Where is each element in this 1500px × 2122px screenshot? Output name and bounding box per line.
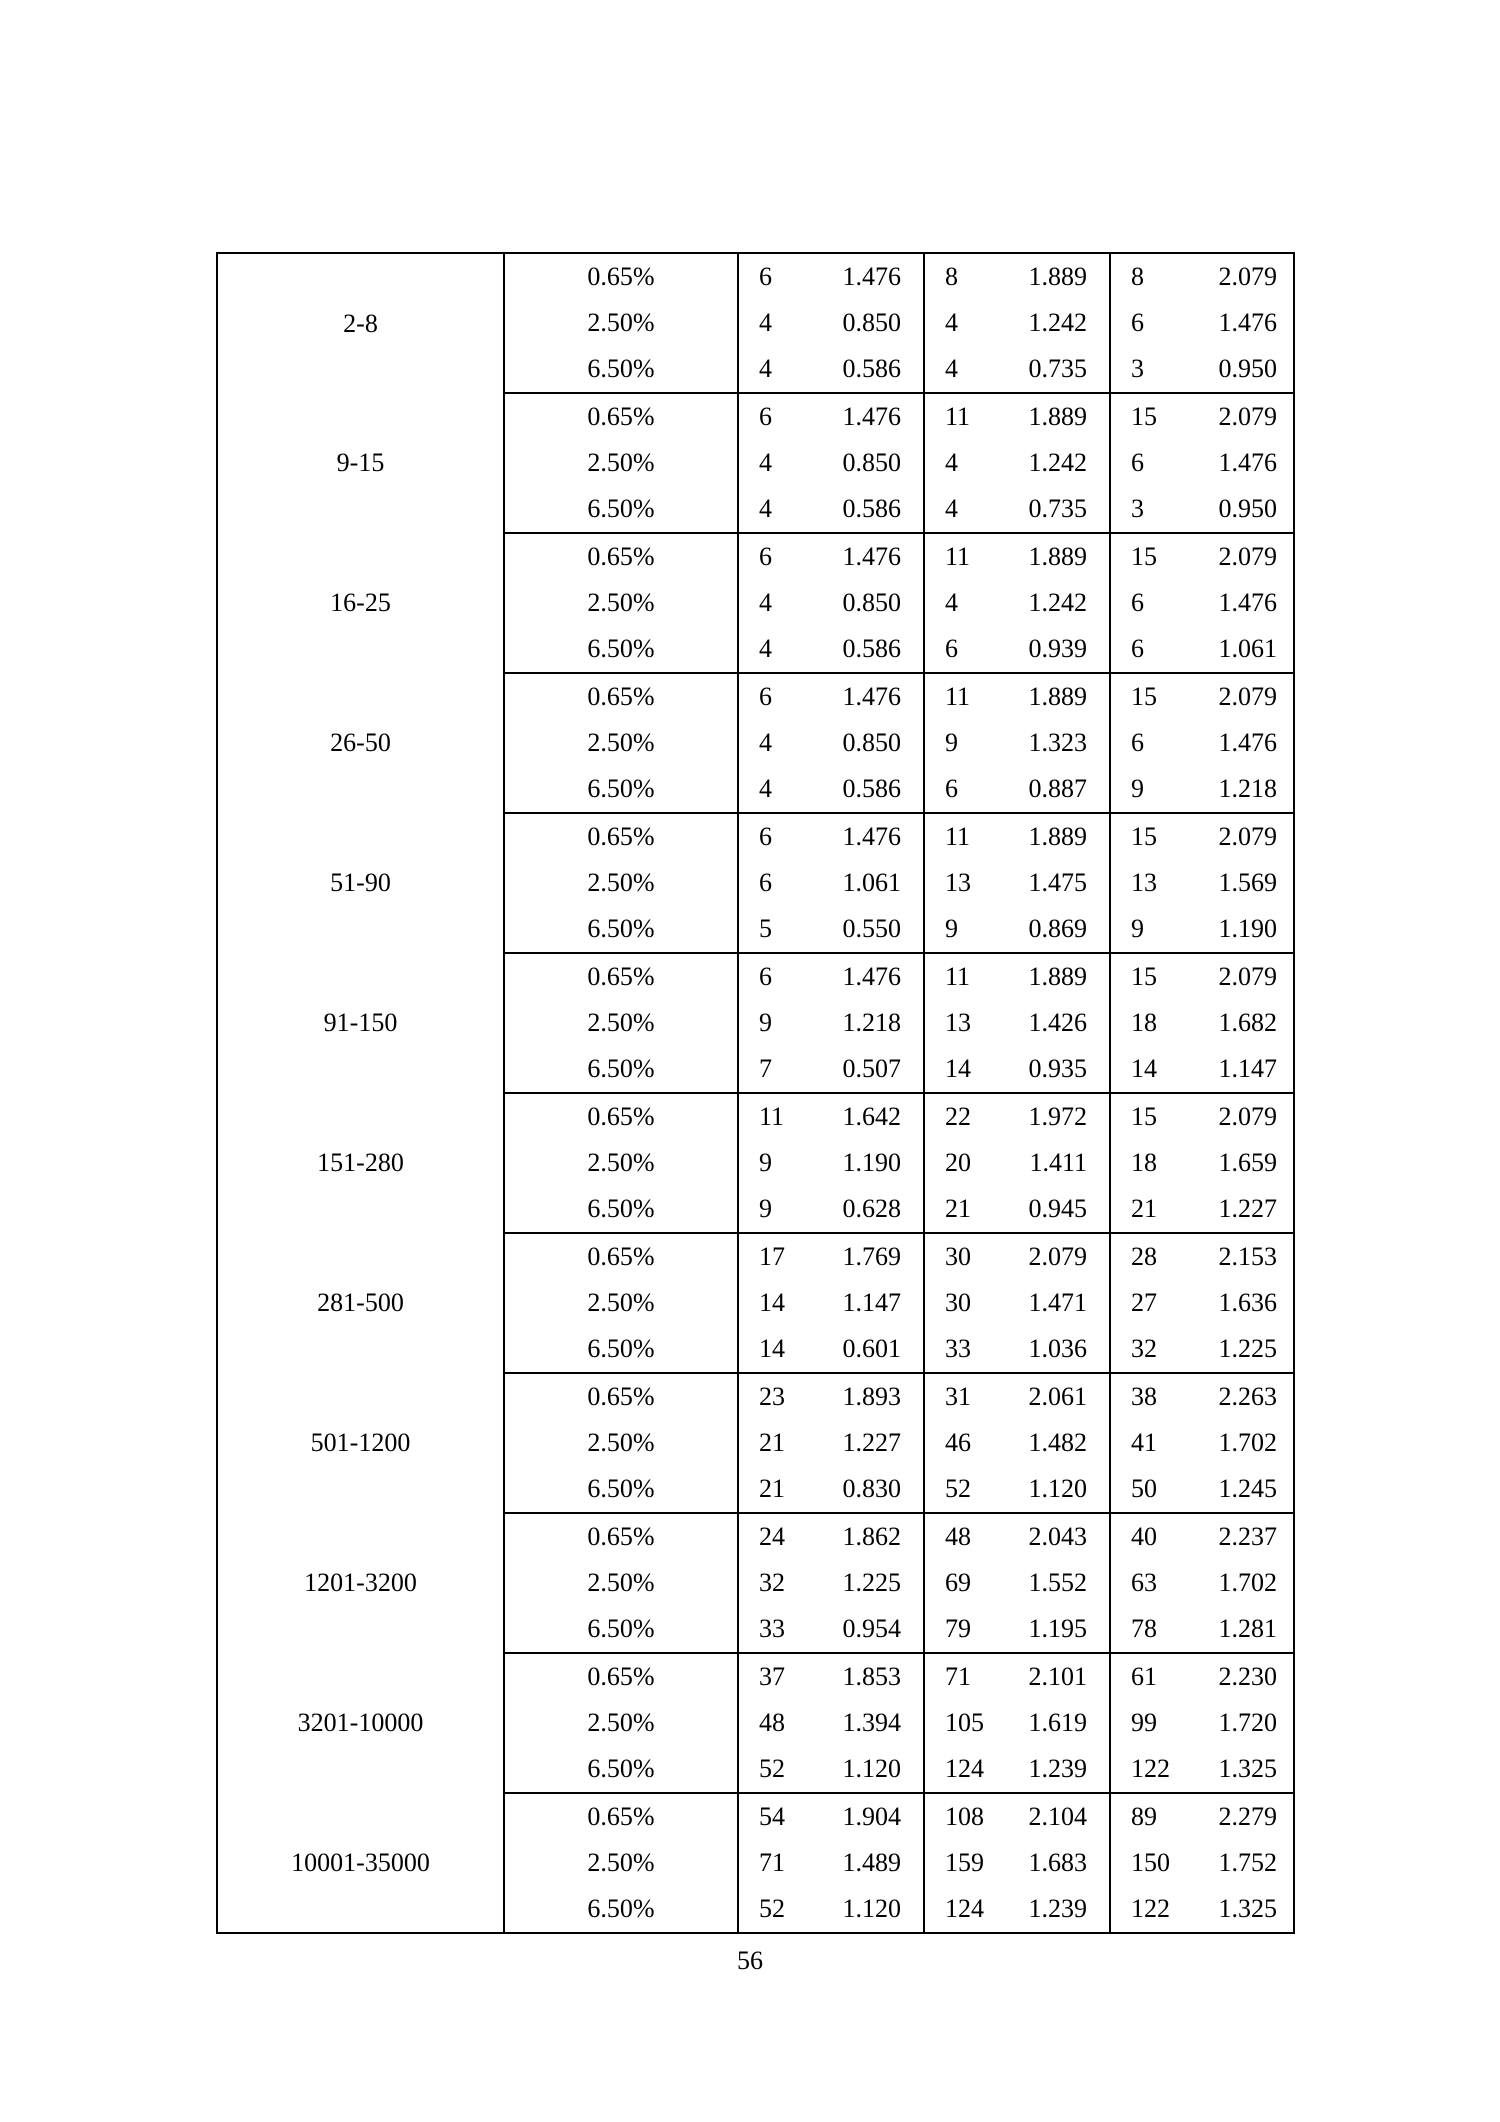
sample-size-b: 31 bbox=[945, 1382, 971, 1411]
aql-value: 2.50% bbox=[504, 300, 738, 346]
sample-size-a: 4 bbox=[738, 626, 800, 673]
lot-size-range: 501-1200 bbox=[217, 1373, 504, 1513]
k-value-c: 1.281 bbox=[1172, 1606, 1294, 1653]
k-value-b: 1.972 bbox=[986, 1093, 1110, 1140]
k-value-c: 2.079 bbox=[1218, 402, 1277, 431]
sample-size-b: 4 bbox=[945, 308, 958, 337]
sample-size-a: 11 bbox=[759, 1102, 785, 1131]
sample-size-c: 6 bbox=[1110, 626, 1172, 673]
k-value-c: 1.325 bbox=[1172, 1746, 1294, 1793]
sample-size-b: 11 bbox=[945, 962, 971, 991]
k-value-a: 0.586 bbox=[800, 486, 924, 533]
sample-size-b: 11 bbox=[945, 402, 971, 431]
k-value-a: 0.954 bbox=[800, 1606, 924, 1653]
sample-size-a: 48 bbox=[759, 1708, 785, 1737]
sample-size-c: 15 bbox=[1131, 962, 1157, 991]
sample-size-c: 40 bbox=[1131, 1522, 1157, 1551]
k-value-a: 0.628 bbox=[800, 1186, 924, 1233]
table-row bbox=[217, 813, 1294, 860]
k-value-a: 1.218 bbox=[800, 1000, 924, 1046]
sample-size-a: 6 bbox=[759, 262, 772, 291]
sample-size-a: 52 bbox=[738, 1886, 800, 1933]
k-value-c: 2.079 bbox=[1218, 1102, 1277, 1131]
k-value-a: 1.893 bbox=[800, 1373, 924, 1420]
k-value-c: 1.225 bbox=[1172, 1326, 1294, 1373]
aql-value: 2.50% bbox=[504, 860, 738, 906]
sample-size-b: 4 bbox=[945, 448, 958, 477]
aql-value: 0.65% bbox=[504, 1793, 738, 1840]
k-value-b: 1.889 bbox=[986, 393, 1110, 440]
k-value-b: 0.939 bbox=[986, 626, 1110, 673]
k-value-b: 2.079 bbox=[986, 1233, 1110, 1280]
sample-size-a: 37 bbox=[759, 1662, 785, 1691]
sample-size-a: 14 bbox=[738, 1326, 800, 1373]
aql-value: 6.50% bbox=[504, 1466, 738, 1513]
sample-size-c: 27 bbox=[1131, 1288, 1157, 1317]
lot-size-range: 10001-35000 bbox=[217, 1793, 504, 1933]
table-row bbox=[217, 393, 1294, 440]
sample-size-a: 17 bbox=[759, 1242, 785, 1271]
sample-size-b: 13 bbox=[945, 1008, 971, 1037]
table-row bbox=[217, 1513, 1294, 1560]
k-value-a: 1.061 bbox=[800, 860, 924, 906]
sample-size-c: 6 bbox=[1131, 588, 1144, 617]
sample-size-a: 52 bbox=[738, 1746, 800, 1793]
sample-size-b: 105 bbox=[945, 1708, 984, 1737]
k-value-a: 0.586 bbox=[800, 626, 924, 673]
k-value-c: 1.702 bbox=[1218, 1568, 1277, 1597]
k-value-b: 1.889 bbox=[986, 673, 1110, 720]
k-value-b: 0.735 bbox=[986, 346, 1110, 393]
sample-size-c: 32 bbox=[1110, 1326, 1172, 1373]
sample-size-b: 8 bbox=[945, 262, 958, 291]
sample-size-c: 61 bbox=[1131, 1662, 1157, 1691]
k-value-c: 1.190 bbox=[1172, 906, 1294, 953]
k-value-a: 1.476 bbox=[800, 813, 924, 860]
sample-size-c: 13 bbox=[1131, 868, 1157, 897]
lot-size-range: 91-150 bbox=[217, 953, 504, 1093]
k-value-a: 1.476 bbox=[800, 253, 924, 300]
sample-size-c: 6 bbox=[1131, 448, 1144, 477]
aql-value: 2.50% bbox=[504, 1700, 738, 1746]
k-value-c: 1.720 bbox=[1218, 1708, 1277, 1737]
sample-size-a: 4 bbox=[738, 766, 800, 813]
sample-size-b: 20 bbox=[945, 1148, 971, 1177]
k-value-c: 1.636 bbox=[1218, 1288, 1277, 1317]
aql-value: 2.50% bbox=[504, 440, 738, 486]
k-value-c: 2.079 bbox=[1218, 822, 1277, 851]
k-value-a: 1.476 bbox=[800, 673, 924, 720]
k-value-c: 2.263 bbox=[1218, 1382, 1277, 1411]
aql-value: 6.50% bbox=[504, 1326, 738, 1373]
sample-size-b: 4 bbox=[945, 588, 958, 617]
aql-value: 2.50% bbox=[504, 580, 738, 626]
page-number: 56 bbox=[737, 1946, 763, 1975]
sampling-plan-table bbox=[216, 252, 1295, 1934]
k-value-a: 0.850 bbox=[800, 720, 924, 766]
table-row bbox=[217, 673, 1294, 720]
k-value-b: 1.242 bbox=[986, 300, 1110, 346]
k-value-c: 2.230 bbox=[1218, 1662, 1277, 1691]
k-value-a: 1.476 bbox=[800, 953, 924, 1000]
sample-size-b: 21 bbox=[924, 1186, 986, 1233]
sample-size-a: 4 bbox=[759, 448, 772, 477]
sample-size-b: 108 bbox=[945, 1802, 984, 1831]
aql-value: 2.50% bbox=[504, 1140, 738, 1186]
k-value-c: 1.476 bbox=[1218, 448, 1277, 477]
sample-size-b: 14 bbox=[924, 1046, 986, 1093]
sample-size-c: 89 bbox=[1131, 1802, 1157, 1831]
lot-size-range: 16-25 bbox=[217, 533, 504, 673]
lot-size-range: 151-280 bbox=[217, 1093, 504, 1233]
sample-size-a: 71 bbox=[759, 1848, 785, 1877]
sample-size-b: 52 bbox=[924, 1466, 986, 1513]
k-value-a: 1.476 bbox=[800, 533, 924, 580]
sample-size-a: 4 bbox=[759, 728, 772, 757]
sample-size-a: 9 bbox=[738, 1186, 800, 1233]
sample-size-c: 28 bbox=[1131, 1242, 1157, 1271]
aql-value: 0.65% bbox=[504, 1513, 738, 1560]
k-value-a: 0.850 bbox=[800, 440, 924, 486]
sample-size-c: 9 bbox=[1110, 766, 1172, 813]
sample-size-c: 150 bbox=[1131, 1848, 1170, 1877]
k-value-a: 1.769 bbox=[800, 1233, 924, 1280]
sample-size-b: 4 bbox=[924, 486, 986, 533]
sample-size-c: 18 bbox=[1131, 1148, 1157, 1177]
sample-size-c: 9 bbox=[1110, 906, 1172, 953]
sample-size-a: 4 bbox=[738, 486, 800, 533]
sample-size-a: 54 bbox=[759, 1802, 785, 1831]
sample-size-a: 4 bbox=[738, 346, 800, 393]
sample-size-b: 22 bbox=[945, 1102, 971, 1131]
k-value-c: 1.147 bbox=[1172, 1046, 1294, 1093]
aql-value: 6.50% bbox=[504, 346, 738, 393]
sample-size-c: 63 bbox=[1131, 1568, 1157, 1597]
sample-size-c: 122 bbox=[1110, 1886, 1172, 1933]
sample-size-c: 15 bbox=[1131, 542, 1157, 571]
aql-value: 0.65% bbox=[504, 953, 738, 1000]
k-value-b: 1.475 bbox=[986, 860, 1110, 906]
k-value-c: 2.079 bbox=[1218, 962, 1277, 991]
k-value-a: 0.507 bbox=[800, 1046, 924, 1093]
lot-size-range: 51-90 bbox=[217, 813, 504, 953]
k-value-b: 2.104 bbox=[986, 1793, 1110, 1840]
table-row bbox=[217, 953, 1294, 1000]
k-value-b: 1.411 bbox=[986, 1140, 1110, 1186]
sample-size-a: 4 bbox=[759, 308, 772, 337]
sample-size-b: 71 bbox=[945, 1662, 971, 1691]
sample-size-c: 15 bbox=[1131, 402, 1157, 431]
sample-size-b: 48 bbox=[945, 1522, 971, 1551]
table-row bbox=[217, 1653, 1294, 1700]
aql-value: 6.50% bbox=[504, 486, 738, 533]
sample-size-c: 78 bbox=[1110, 1606, 1172, 1653]
table-body bbox=[217, 253, 1294, 1933]
sample-size-a: 32 bbox=[759, 1568, 785, 1597]
aql-value: 0.65% bbox=[504, 1233, 738, 1280]
sample-size-b: 6 bbox=[924, 626, 986, 673]
aql-value: 0.65% bbox=[504, 1373, 738, 1420]
k-value-c: 1.569 bbox=[1218, 868, 1277, 897]
k-value-a: 1.476 bbox=[800, 393, 924, 440]
sample-size-c: 14 bbox=[1110, 1046, 1172, 1093]
k-value-b: 1.889 bbox=[986, 533, 1110, 580]
sample-size-b: 124 bbox=[924, 1886, 986, 1933]
table-row bbox=[217, 1793, 1294, 1840]
sample-size-b: 124 bbox=[924, 1746, 986, 1793]
sample-size-a: 9 bbox=[759, 1148, 772, 1177]
aql-value: 0.65% bbox=[504, 253, 738, 300]
sample-size-c: 8 bbox=[1131, 262, 1144, 291]
sample-size-a: 6 bbox=[759, 962, 772, 991]
k-value-b: 1.239 bbox=[986, 1886, 1110, 1933]
k-value-b: 0.869 bbox=[986, 906, 1110, 953]
k-value-b: 1.120 bbox=[986, 1466, 1110, 1513]
table-row bbox=[217, 1373, 1294, 1420]
sample-size-b: 30 bbox=[945, 1288, 971, 1317]
aql-value: 6.50% bbox=[504, 906, 738, 953]
aql-value: 2.50% bbox=[504, 1420, 738, 1466]
k-value-c: 1.752 bbox=[1218, 1848, 1277, 1877]
aql-value: 0.65% bbox=[504, 673, 738, 720]
k-value-a: 0.850 bbox=[800, 580, 924, 626]
sample-size-b: 6 bbox=[924, 766, 986, 813]
sample-size-a: 9 bbox=[759, 1008, 772, 1037]
k-value-c: 1.476 bbox=[1218, 728, 1277, 757]
k-value-c: 1.061 bbox=[1172, 626, 1294, 673]
sample-size-b: 13 bbox=[945, 868, 971, 897]
sample-size-b: 46 bbox=[945, 1428, 971, 1457]
table-row bbox=[217, 1093, 1294, 1140]
lot-size-range: 1201-3200 bbox=[217, 1513, 504, 1653]
sample-size-c: 41 bbox=[1131, 1428, 1157, 1457]
k-value-a: 0.850 bbox=[800, 300, 924, 346]
k-value-c: 2.279 bbox=[1218, 1802, 1277, 1831]
k-value-c: 1.659 bbox=[1218, 1148, 1277, 1177]
aql-value: 2.50% bbox=[504, 720, 738, 766]
sample-size-a: 23 bbox=[759, 1382, 785, 1411]
sample-size-b: 30 bbox=[945, 1242, 971, 1271]
aql-value: 2.50% bbox=[504, 1280, 738, 1326]
aql-value: 0.65% bbox=[504, 1093, 738, 1140]
aql-value: 2.50% bbox=[504, 1840, 738, 1886]
sample-size-a: 6 bbox=[759, 402, 772, 431]
k-value-b: 1.889 bbox=[986, 253, 1110, 300]
k-value-a: 1.227 bbox=[800, 1420, 924, 1466]
sample-size-c: 15 bbox=[1131, 822, 1157, 851]
sample-size-a: 4 bbox=[759, 588, 772, 617]
sample-size-b: 69 bbox=[945, 1568, 971, 1597]
sample-size-b: 11 bbox=[945, 822, 971, 851]
sample-size-b: 79 bbox=[924, 1606, 986, 1653]
sample-size-c: 122 bbox=[1110, 1746, 1172, 1793]
sample-size-c: 50 bbox=[1110, 1466, 1172, 1513]
k-value-c: 2.237 bbox=[1218, 1522, 1277, 1551]
aql-value: 0.65% bbox=[504, 533, 738, 580]
lot-size-range: 26-50 bbox=[217, 673, 504, 813]
k-value-a: 1.862 bbox=[800, 1513, 924, 1560]
k-value-b: 1.552 bbox=[986, 1560, 1110, 1606]
k-value-a: 1.190 bbox=[800, 1140, 924, 1186]
sample-size-a: 14 bbox=[759, 1288, 785, 1317]
k-value-a: 1.394 bbox=[800, 1700, 924, 1746]
k-value-a: 1.120 bbox=[800, 1886, 924, 1933]
aql-value: 6.50% bbox=[504, 1886, 738, 1933]
sample-size-b: 4 bbox=[924, 346, 986, 393]
aql-value: 2.50% bbox=[504, 1000, 738, 1046]
sample-size-a: 7 bbox=[738, 1046, 800, 1093]
k-value-b: 1.683 bbox=[986, 1840, 1110, 1886]
k-value-a: 1.120 bbox=[800, 1746, 924, 1793]
aql-value: 6.50% bbox=[504, 1606, 738, 1653]
k-value-a: 0.586 bbox=[800, 766, 924, 813]
sample-size-a: 6 bbox=[759, 868, 772, 897]
k-value-a: 1.904 bbox=[800, 1793, 924, 1840]
k-value-b: 1.889 bbox=[986, 813, 1110, 860]
k-value-c: 1.227 bbox=[1172, 1186, 1294, 1233]
k-value-a: 1.489 bbox=[800, 1840, 924, 1886]
k-value-b: 2.043 bbox=[986, 1513, 1110, 1560]
sample-size-c: 6 bbox=[1131, 728, 1144, 757]
k-value-b: 1.619 bbox=[986, 1700, 1110, 1746]
aql-value: 6.50% bbox=[504, 1186, 738, 1233]
aql-value: 6.50% bbox=[504, 1746, 738, 1793]
k-value-c: 2.079 bbox=[1218, 542, 1277, 571]
aql-value: 6.50% bbox=[504, 626, 738, 673]
lot-size-range: 2-8 bbox=[217, 253, 504, 393]
k-value-a: 1.642 bbox=[800, 1093, 924, 1140]
sample-size-c: 99 bbox=[1131, 1708, 1157, 1737]
aql-value: 6.50% bbox=[504, 766, 738, 813]
sample-size-a: 24 bbox=[759, 1522, 785, 1551]
k-value-b: 0.945 bbox=[986, 1186, 1110, 1233]
k-value-a: 1.147 bbox=[800, 1280, 924, 1326]
k-value-a: 0.830 bbox=[800, 1466, 924, 1513]
k-value-c: 1.476 bbox=[1218, 308, 1277, 337]
sample-size-b: 11 bbox=[945, 682, 971, 711]
k-value-b: 0.887 bbox=[986, 766, 1110, 813]
k-value-c: 1.476 bbox=[1218, 588, 1277, 617]
sample-size-a: 6 bbox=[759, 682, 772, 711]
k-value-b: 1.471 bbox=[986, 1280, 1110, 1326]
sample-size-a: 5 bbox=[738, 906, 800, 953]
k-value-b: 2.061 bbox=[986, 1373, 1110, 1420]
k-value-c: 1.702 bbox=[1218, 1428, 1277, 1457]
k-value-b: 1.242 bbox=[986, 440, 1110, 486]
k-value-a: 0.550 bbox=[800, 906, 924, 953]
sample-size-a: 33 bbox=[738, 1606, 800, 1653]
k-value-c: 2.153 bbox=[1218, 1242, 1277, 1271]
k-value-a: 0.586 bbox=[800, 346, 924, 393]
k-value-b: 0.935 bbox=[986, 1046, 1110, 1093]
k-value-b: 1.323 bbox=[986, 720, 1110, 766]
sample-size-b: 9 bbox=[945, 728, 958, 757]
k-value-b: 1.426 bbox=[986, 1000, 1110, 1046]
k-value-b: 2.101 bbox=[986, 1653, 1110, 1700]
sample-size-c: 18 bbox=[1131, 1008, 1157, 1037]
sample-size-b: 11 bbox=[945, 542, 971, 571]
k-value-c: 0.950 bbox=[1172, 346, 1294, 393]
sample-size-c: 15 bbox=[1131, 682, 1157, 711]
sample-size-b: 159 bbox=[945, 1848, 984, 1877]
sample-size-b: 9 bbox=[924, 906, 986, 953]
k-value-c: 1.325 bbox=[1172, 1886, 1294, 1933]
k-value-c: 0.950 bbox=[1172, 486, 1294, 533]
sample-size-c: 3 bbox=[1110, 486, 1172, 533]
k-value-b: 1.239 bbox=[986, 1746, 1110, 1793]
k-value-a: 0.601 bbox=[800, 1326, 924, 1373]
lot-size-range: 281-500 bbox=[217, 1233, 504, 1373]
k-value-b: 1.889 bbox=[986, 953, 1110, 1000]
table-row bbox=[217, 253, 1294, 300]
aql-value: 6.50% bbox=[504, 1046, 738, 1093]
sample-size-a: 21 bbox=[738, 1466, 800, 1513]
k-value-a: 1.853 bbox=[800, 1653, 924, 1700]
lot-size-range: 9-15 bbox=[217, 393, 504, 533]
k-value-c: 1.245 bbox=[1172, 1466, 1294, 1513]
k-value-b: 1.195 bbox=[986, 1606, 1110, 1653]
sample-size-a: 6 bbox=[759, 542, 772, 571]
table-row bbox=[217, 533, 1294, 580]
sample-size-c: 21 bbox=[1110, 1186, 1172, 1233]
sample-size-c: 3 bbox=[1110, 346, 1172, 393]
sample-size-a: 6 bbox=[759, 822, 772, 851]
sample-size-a: 21 bbox=[759, 1428, 785, 1457]
aql-value: 0.65% bbox=[504, 1653, 738, 1700]
k-value-a: 1.225 bbox=[800, 1560, 924, 1606]
aql-value: 2.50% bbox=[504, 1560, 738, 1606]
lot-size-range: 3201-10000 bbox=[217, 1653, 504, 1793]
aql-value: 0.65% bbox=[504, 813, 738, 860]
sample-size-c: 38 bbox=[1131, 1382, 1157, 1411]
k-value-b: 0.735 bbox=[986, 486, 1110, 533]
sample-size-c: 15 bbox=[1131, 1102, 1157, 1131]
table-row bbox=[217, 1233, 1294, 1280]
aql-value: 0.65% bbox=[504, 393, 738, 440]
k-value-c: 2.079 bbox=[1218, 262, 1277, 291]
sample-size-b: 33 bbox=[924, 1326, 986, 1373]
k-value-b: 1.482 bbox=[986, 1420, 1110, 1466]
k-value-c: 1.218 bbox=[1172, 766, 1294, 813]
k-value-c: 1.682 bbox=[1218, 1008, 1277, 1037]
sample-size-c: 6 bbox=[1131, 308, 1144, 337]
k-value-b: 1.242 bbox=[986, 580, 1110, 626]
k-value-b: 1.036 bbox=[986, 1326, 1110, 1373]
k-value-c: 2.079 bbox=[1218, 682, 1277, 711]
